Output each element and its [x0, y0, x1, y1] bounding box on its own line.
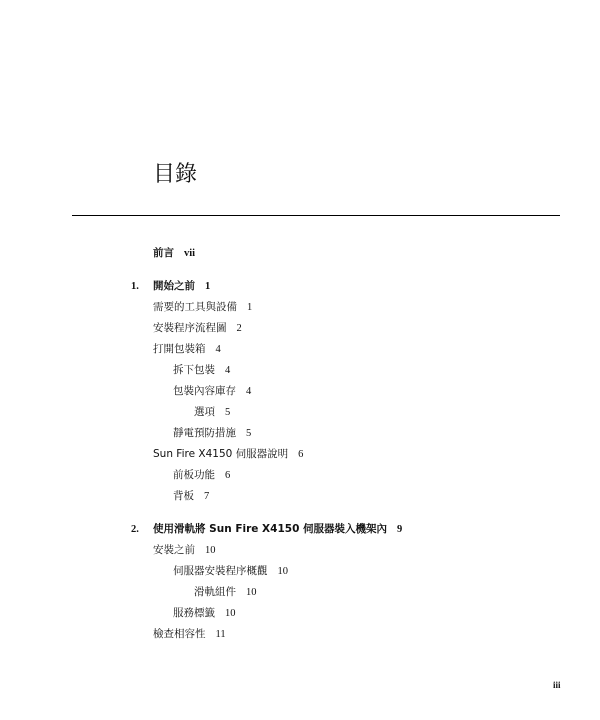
toc-label: 使用滑軌將 Sun Fire X4150 伺服器裝入機架內: [153, 523, 388, 535]
toc-label: 服務標籤: [173, 607, 215, 619]
toc-page: 1: [247, 302, 253, 313]
toc-entry[interactable]: [173, 426, 251, 441]
toc-label: 開始之前: [153, 280, 195, 292]
toc-label: 需要的工具與設備: [153, 301, 237, 313]
toc-label: 打開包裝箱: [153, 343, 206, 355]
toc-page: 6: [298, 449, 304, 460]
toc-page: 11: [215, 629, 226, 640]
toc-entry[interactable]: [153, 627, 226, 642]
toc-page: 2: [236, 323, 242, 334]
toc-page: 4: [215, 344, 221, 355]
toc-chapter-2[interactable]: [131, 522, 402, 537]
toc-entry[interactable]: [194, 585, 257, 600]
toc-label: 滑軌組件: [194, 586, 236, 598]
toc-entry[interactable]: [173, 489, 209, 504]
toc-entry[interactable]: [173, 606, 236, 621]
toc-page: 6: [225, 470, 231, 481]
page-number: iii: [553, 680, 561, 690]
title-rule: [72, 215, 560, 216]
toc-page: 4: [246, 386, 252, 397]
toc-page: vii: [184, 248, 196, 259]
toc-entry[interactable]: [153, 447, 303, 462]
toc-entry[interactable]: [153, 543, 216, 558]
toc-entry[interactable]: [173, 384, 251, 399]
toc-label: 選項: [194, 406, 215, 418]
toc-entry[interactable]: [173, 564, 288, 579]
toc-page: 5: [246, 428, 252, 439]
toc-entry[interactable]: [153, 342, 221, 357]
chapter-number: 1.: [131, 281, 139, 292]
toc-page: 10: [277, 566, 288, 577]
toc-label: 拆下包裝: [173, 364, 215, 376]
toc-page: 4: [225, 365, 231, 376]
toc-label: 背板: [173, 490, 194, 502]
toc-entry[interactable]: [194, 405, 230, 420]
page-title: 目錄: [153, 162, 198, 187]
toc-label: 伺服器安裝程序概觀: [173, 565, 268, 577]
toc-page: 7: [204, 491, 210, 502]
toc-label: 前言: [153, 247, 174, 259]
toc-entry[interactable]: [173, 363, 230, 378]
toc-page: 9: [397, 524, 403, 535]
chapter-number: 2.: [131, 524, 139, 535]
toc-preface[interactable]: [153, 246, 195, 261]
toc-page: 5: [225, 407, 231, 418]
toc-chapter-1[interactable]: [131, 279, 210, 294]
toc-page: 10: [225, 608, 236, 619]
toc-label: 檢查相容性: [153, 628, 206, 640]
toc-label: Sun Fire X4150 伺服器說明: [153, 448, 289, 460]
toc-page: 10: [205, 545, 216, 556]
toc-entry[interactable]: [173, 468, 230, 483]
toc-label: 靜電預防措施: [173, 427, 236, 439]
toc-label: 安裝程序流程圖: [153, 322, 227, 334]
toc-page: 10: [246, 587, 257, 598]
toc-entry[interactable]: [153, 300, 252, 315]
toc-label: 前板功能: [173, 469, 215, 481]
toc-label: 安裝之前: [153, 544, 195, 556]
toc-page: 1: [205, 281, 211, 292]
toc-entry[interactable]: [153, 321, 242, 336]
toc-label: 包裝內容庫存: [173, 385, 236, 397]
